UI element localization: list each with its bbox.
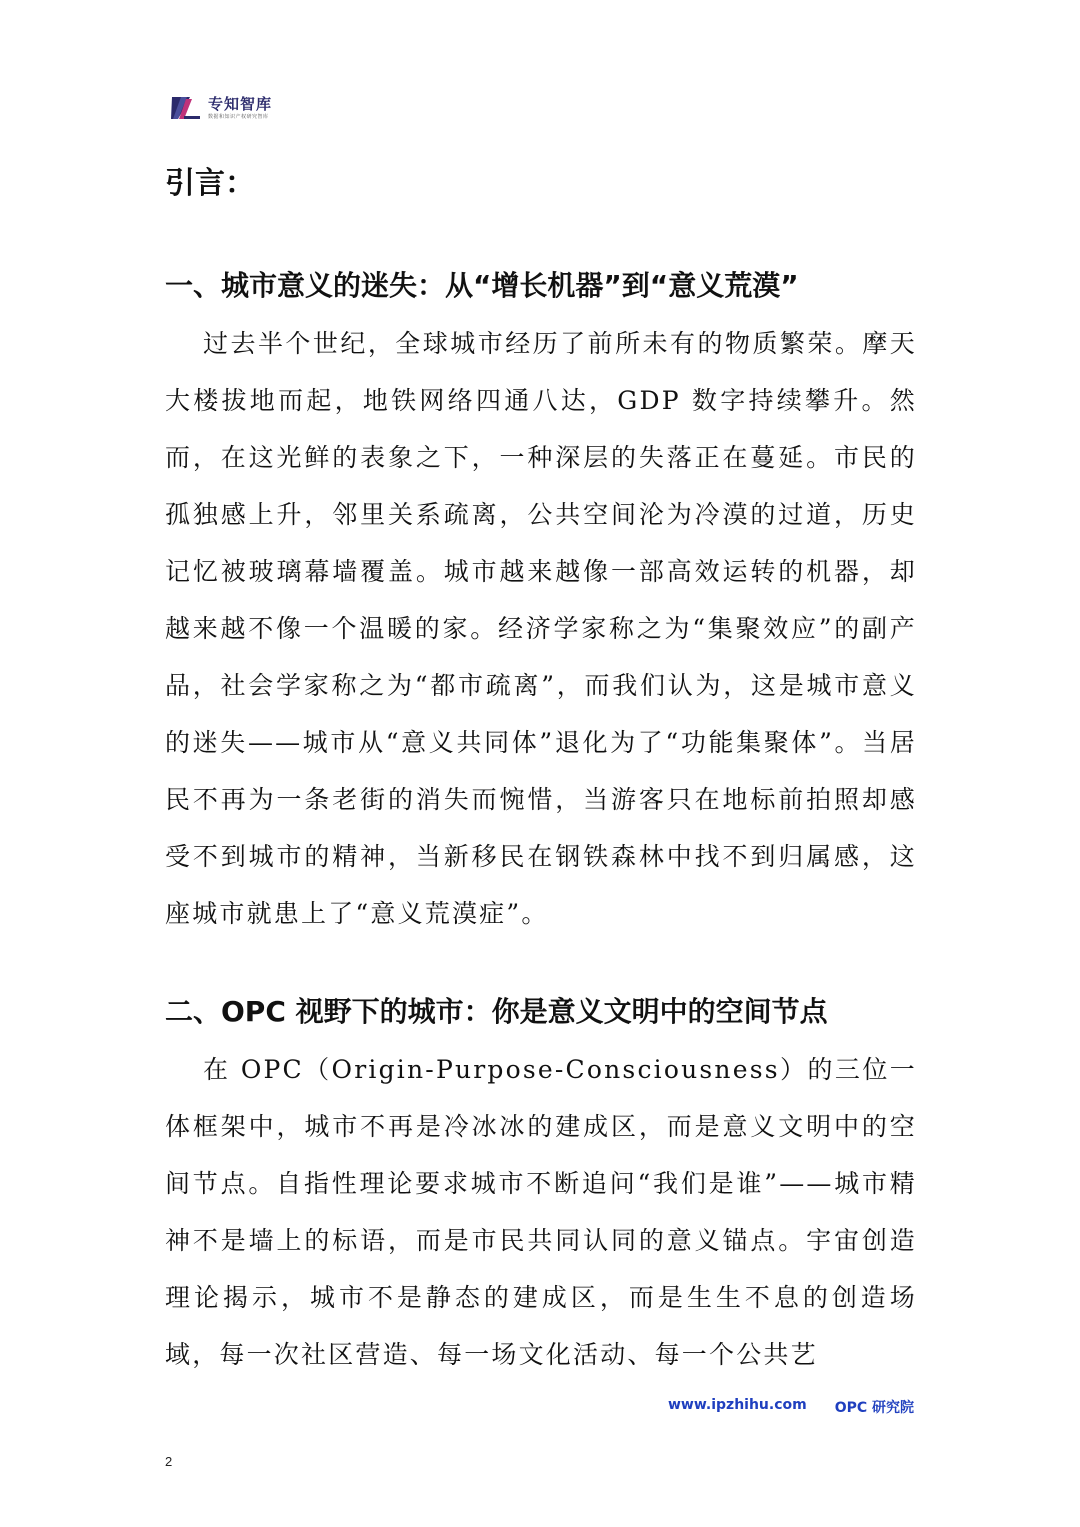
footer-website-link[interactable]: www.ipzhihu.com bbox=[668, 1397, 807, 1413]
header-logo bbox=[170, 94, 272, 122]
section-1-paragraph: 过去半个世纪，全球城市经历了前所未有的物质繁荣。摩天大楼拔地而起，地铁网络四通八达，GDP 数字持续攀升。然而，在这光鲜的表象之下，一种深层的失落正在蔓延。市民的孤独感上升，邻里关系疏离，公共空间沦为冷漠的过道，历史记忆被玻璃幕墙覆盖。城市越来越像一部高效运转的机器，却越来越不像一个温暖的家。经济学家称之为“集聚效应”的副产品，社会学家称之为“都市疏离”，而我们认为，这是城市意义的迷失——城市从“意义共同体”退化为了“功能集聚体”。当居民不再为一条老街的消失而惋惜，当游客只在地标前拍照却感受不到城市的精神，当新移民在钢铁森林中找不到归属感，这座城市就患上了“意义荒漠症”。 bbox=[165, 329, 917, 928]
section-2-heading: 二、OPC 视野下的城市：你是意义文明中的空间节点 bbox=[165, 995, 828, 1028]
zhizhi-logo-icon bbox=[170, 94, 202, 122]
logo-name: 专知智库 bbox=[208, 94, 273, 113]
section-1-heading: 一、城市意义的迷失：从“增长机器”到“意义荒漠” bbox=[165, 269, 799, 302]
logo-subtitle: 数据和知识产权研究智库 bbox=[208, 113, 269, 120]
page-number: 2 bbox=[165, 1454, 173, 1469]
footer-links bbox=[668, 1397, 914, 1417]
logo-text bbox=[208, 94, 273, 120]
intro-title: 引言： bbox=[165, 166, 255, 201]
footer-institute: OPC 研究院 bbox=[834, 1400, 915, 1416]
section-2-paragraph: 在 OPC（Origin-Purpose-Consciousness）的三位一体框架中，城市不再是冷冰冰的建成区，而是意义文明中的空间节点。自指性理论要求城市不断追问“我们是谁”——城市精神不是墙上的标语，而是市民共同认同的意义锚点。宇宙创造理论揭示，城市不是静态的建成区，而是生生不息的创造场域，每一次社区营造、每一场文化活动、每一个公共艺 bbox=[165, 1055, 917, 1369]
document-body bbox=[165, 160, 917, 1383]
